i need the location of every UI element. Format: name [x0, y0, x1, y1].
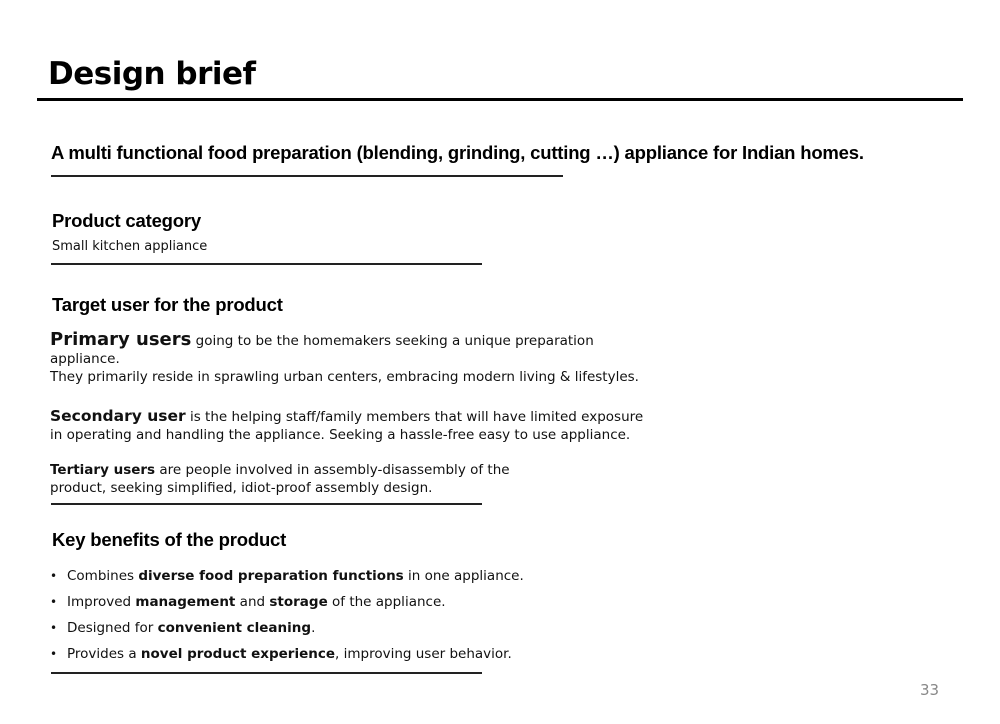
tertiary-users-label: Tertiary users: [50, 462, 156, 478]
product-category-heading: Product category: [52, 210, 201, 231]
benefit-text: and: [235, 594, 270, 610]
bullet-icon: •: [50, 595, 58, 609]
benefit-text: , improving user behavior.: [335, 646, 512, 662]
list-item: [50, 592, 524, 618]
secondary-user-label: Secondary user: [50, 407, 186, 425]
design-brief-summary: A multi functional food preparation (blending, grinding, cutting …) appliance for Indian homes.: [51, 142, 864, 163]
benefit-text: in one appliance.: [403, 568, 524, 584]
benefit-text: of the appliance.: [327, 594, 446, 610]
benefit-text: Combines: [67, 568, 139, 584]
list-item: [50, 566, 524, 592]
tertiary-users-paragraph: [50, 461, 520, 497]
page-title: Design brief: [48, 56, 256, 92]
benefit-text: Provides a: [67, 646, 141, 662]
product-category-value: Small kitchen appliance: [52, 239, 208, 254]
target-user-heading: Target user for the product: [52, 294, 283, 315]
list-item: [50, 618, 524, 644]
secondary-user-paragraph: [50, 407, 650, 444]
tertiary-users-text: are people involved in assembly-disassembly of the product, seeking simplified, idiot-proof assembly design.: [50, 462, 510, 496]
primary-users-text-2: They primarily reside in sprawling urban centers, embracing modern living & lifestyles.: [50, 369, 639, 385]
benefit-text: Designed for: [67, 620, 158, 636]
summary-divider: [51, 175, 563, 177]
secondary-user-text: is the helping staff/family members that will have limited exposure in operating and handling the appliance. Seeking a hassle-free easy to use appliance.: [50, 409, 644, 443]
primary-users-text: going to be the homemakers seeking a unique preparation appliance.: [50, 333, 594, 367]
title-divider: [37, 98, 963, 101]
bullet-icon: •: [50, 647, 58, 661]
primary-users-paragraph: [50, 331, 650, 386]
benefit-text: .: [311, 620, 316, 636]
benefits-divider: [51, 672, 482, 674]
benefit-bold: management: [135, 594, 236, 610]
benefit-bold: diverse food preparation functions: [138, 568, 404, 584]
bullet-icon: •: [50, 621, 58, 635]
benefit-bold: storage: [269, 594, 328, 610]
target-user-divider: [51, 503, 482, 505]
benefit-text: Improved: [67, 594, 136, 610]
page-number: 33: [920, 681, 940, 699]
benefit-bold: novel product experience: [140, 646, 336, 662]
benefit-bold: convenient cleaning: [157, 620, 312, 636]
key-benefits-heading: Key benefits of the product: [52, 529, 287, 550]
primary-users-label: Primary users: [50, 329, 192, 350]
category-divider: [51, 263, 482, 265]
list-item: [50, 644, 524, 670]
bullet-icon: •: [50, 569, 58, 583]
key-benefits-list: [50, 566, 524, 670]
